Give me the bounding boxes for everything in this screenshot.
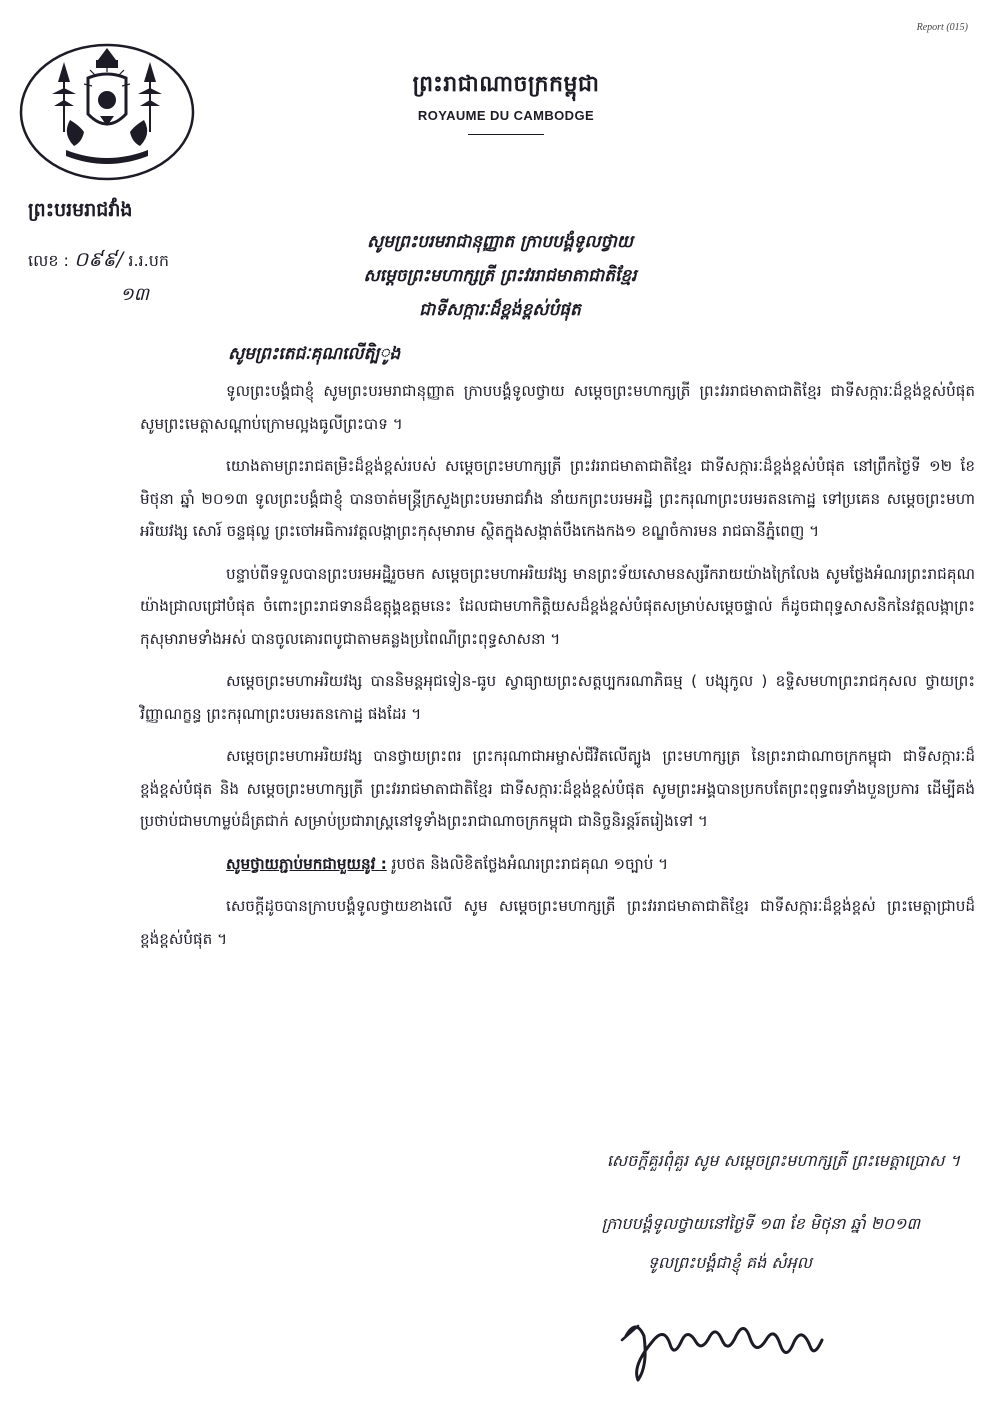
royal-palace-label: ព្រះបរមរាជវាំង [28, 199, 133, 221]
address-line-1: សូមព្រះបរមរាជានុញ្ញាត ក្រាបបង្គំទូលថ្វាយ [367, 232, 633, 252]
salutation: សូមព្រះតេជៈគុណលើតិ្បូង [228, 344, 401, 364]
ref-number: ០៩៩/ [74, 247, 124, 271]
title-divider [468, 134, 544, 135]
closing-signatory: ទូលព្រះបង្គំជាខ្ញុំ គង់ សំអុល [647, 1253, 812, 1272]
closing-line-1: សេចក្តីគួរពុំគួរ សូម សម្តេចព្រះមហាក្សត្រី ព្រះមេត្តាប្រោស ។ [606, 1151, 960, 1170]
body-paragraph-2: យោងតាមព្រះរាជតម្រិះដ៏ខ្ពង់ខ្ពស់របស់ សម្តេចព្រះមហាក្សត្រី ព្រះវររាជមាតាជាតិខ្មែរ ជាទីសក្ការៈដ៏ខ្ពង់ខ្ពស់បំផុត នៅព្រឹកថ្ងៃទី ១២ ខែ មិថុនា ឆ្នាំ ២០១៣ ទូលព្រះបង្គំជាខ្ញុំ បានចាត់មន្ត្រីក្រសួងព្រះបរមរាជវាំង នាំយកព្រះបរមអដ្ឋិ ព្រះករុណាព្រះបរមរតនកោដ្ឋ ទៅប្រគេន សម្តេចព្រះមហាអរិយវង្ស សោរ៍ ចន្ទផុល្ល ព្រះចៅអធិការវត្តលង្កាព្រះកុសុមារាម ស្ថិតក្នុងសង្កាត់បឹងកេងកង១ ខណ្ឌចំការមន រាជធានីភ្នំពេញ ។ [140, 457, 975, 540]
attachment-line [140, 848, 975, 881]
letter-body [140, 375, 975, 965]
ref-sub-number: ១៣ [120, 284, 150, 305]
handwritten-signature [618, 1296, 828, 1386]
closing-date: ក្រាបបង្គំទូលថ្វាយនៅថ្ងៃទី ១៣ ខែ មិថុនា ឆ្នាំ ២០១៣ [601, 1214, 920, 1233]
address-line-3: ជាទីសក្ការៈដ៏ខ្ពង់ខ្ពស់បំផុត [419, 300, 581, 320]
reference-number [28, 246, 169, 276]
royal-emblem-seal [18, 42, 196, 182]
body-paragraph-5: សម្តេចព្រះមហាអរិយវង្ស បានថ្វាយព្រះពរ ព្រះករុណាជាអម្ចាស់ជីវិតលើត្បូង ព្រះមហាក្សត្រ នៃព្រះរាជាណាចក្រកម្ពុជា ជាទីសក្ការៈដ៏ខ្ពង់ខ្ពស់បំផុត និង សម្តេចព្រះមហាក្សត្រី ព្រះវររាជមាតាជាតិខ្មែរ ជាទីសក្ការៈដ៏ខ្ពង់ខ្ពស់បំផុត សូមព្រះអង្គបានប្រកបតែព្រះពុទ្ធពរទាំងបួនប្រការ ដើម្បីគង់ប្រថាប់ជាមហាម្លប់ដ៏ត្រជាក់ សម្រាប់ប្រជារាស្ត្រនៅទូទាំងព្រះរាជាណាចក្រកម្ពុជា ជានិច្ចនិរន្តរ៍តរៀងទៅ ។ [140, 747, 975, 830]
kingdom-title-french: ROYAUME DU CAMBODGE [417, 108, 595, 123]
attachment-text: រូបថត និងលិខិតថ្លែងអំណរព្រះរាជគុណ ១ច្បាប់ ។ [391, 854, 669, 873]
body-paragraph-final: សេចក្តីដូចបានក្រាបបង្គំទូលថ្វាយខាងលើ សូម សម្តេចព្រះមហាក្សត្រី ព្រះវររាជមាតាជាតិខ្មែរ ជាទីសក្ការៈដ៏ខ្ពង់ខ្ពស់ ព្រះមេត្តាជ្រាបដ៏ខ្ពង់ខ្ពស់បំផុត ។ [140, 897, 975, 948]
body-paragraph-4: សម្តេចព្រះមហាអរិយវង្ស បាននិមន្តអុជទៀន-ធូប ស្វាធ្យាយព្រះសត្តប្បករណាភិធម្ម ( បង្សុកូល ) ឧទ្ទិសមហាព្រះរាជកុសល ថ្វាយព្រះវិញ្ញាណក្ខន្ធ ព្រះករុណាព្រះបរមរតនកោដ្ឋ ផងដែរ ។ [140, 672, 975, 723]
addressee-block [250, 225, 750, 327]
ref-suffix: រ.រ.បក [128, 251, 169, 270]
kingdom-title-khmer: ព្រះរាជាណាចក្រកម្ពុជា [412, 72, 600, 97]
report-number-note: Report (015) [916, 22, 968, 33]
body-paragraph-1: ទូលព្រះបង្គំជាខ្ញុំ សូមព្រះបរមរាជានុញ្ញាត ក្រាបបង្គំទូលថ្វាយ សម្តេចព្រះមហាក្សត្រី ព្រះវររាជមាតាជាតិខ្មែរ ជាទីសក្ការៈដ៏ខ្ពង់ខ្ពស់បំផុត សូមព្រះមេត្តាសណ្តាប់ក្រោមល្អងធូលីព្រះបាទ ។ [140, 382, 975, 433]
address-line-2: សម្តេចព្រះមហាក្សត្រី ព្រះវររាជមាតាជាតិខ្មែរ [363, 266, 637, 286]
ref-prefix: លេខ : [28, 251, 69, 270]
attachment-label: សូមថ្វាយភ្ជាប់មកជាមួយនូវ : [226, 854, 387, 873]
body-paragraph-3: បន្ទាប់ពីទទួលបានព្រះបរមអដ្ឋិរួចមក សម្តេចព្រះមហាអរិយវង្ស មានព្រះទ័យសោមនស្សរីករាយយ៉ាងក្រៃលែង សូមថ្លែងអំណរព្រះរាជគុណយ៉ាងជ្រាលជ្រៅបំផុត ចំពោះព្រះរាជទានដ៏ឧត្តុង្គឧត្តមនេះ ដែលជាមហាកិត្តិយសដ៏ខ្ពង់ខ្ពស់បំផុតសម្រាប់សម្តេចផ្ទាល់ ក៏ដូចជាពុទ្ធសាសនិកនៃវត្តលង្កាព្រះកុសុមារាមទាំងអស់ បានចូលគោរពបូជាតាមគន្លងប្រពៃណីព្រះពុទ្ធសាសនា ។ [140, 564, 975, 648]
